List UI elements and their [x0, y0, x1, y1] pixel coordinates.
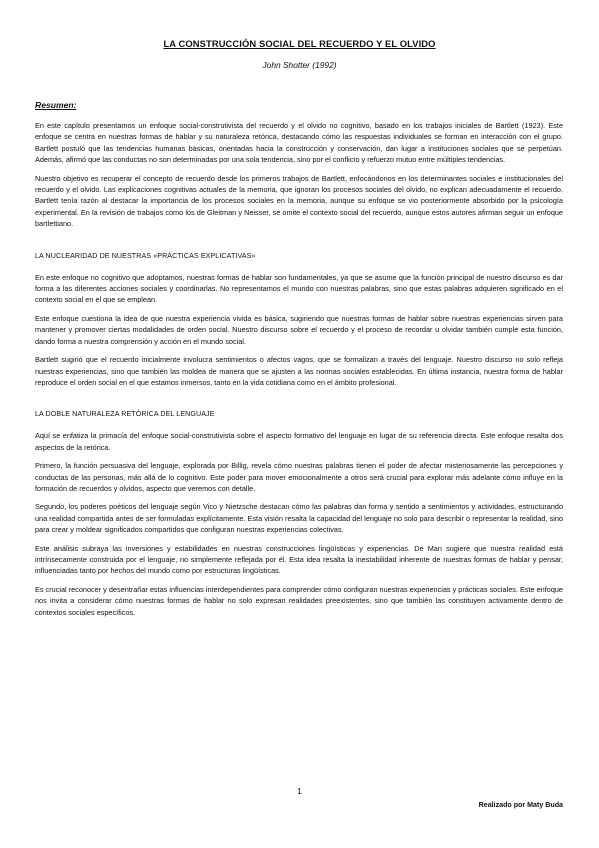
section-heading: LA DOBLE NATURALEZA RETÓRICA DEL LENGUAJE	[35, 410, 215, 419]
page-number: 1	[297, 786, 302, 796]
abstract-heading: Resumen:	[35, 100, 77, 110]
document-body	[35, 100, 563, 618]
section-paragraph: Este enfoque cuestiona la idea de que nuestra experiencia vivida es básica, sugiriendo que nuestras formas de hablar sobre nuestras experiencias sirven para mantener y promover ciertas modalidades de orden social. Nuestro discurso sobre el recuerdo y el proceso de recordar u olvidar también cumple esta función, dando forma a nuestra comprensión y acción en el mundo social.	[35, 313, 563, 346]
section-paragraph: Segundo, los poderes poéticos del lenguaje según Vico y Nietzsche destacan cómo las palabras dan forma y sentido a sentimientos y actividades, estructurando una realidad compartida antes de ser formuladas explícitamente. Esta visión resalta la capacidad del lenguaje no solo para describir o representar la realidad, sino para crear y moldear significados compartidos que configuran nuestras experiencias colectivas.	[35, 502, 563, 535]
section-paragraph: Primero, la función persuasiva del lenguaje, explorada por Billig, revela cómo nuestras palabras tienen el poder de afectar misteriosamente las percepciones y conductas de las personas, más allá de lo cognitivo. Este poder para mover emocionalmente a otros será crucial para explorar más adelante cómo influye en la formación de recuerdos y olvidos, aspecto que veremos con detalle.	[35, 461, 563, 493]
abstract-paragraph: Nuestro objetivo es recuperar el concepto de recuerdo desde los primeros trabajos de Bartlett, enfocándonos en los determinantes sociales e institucionales del recuerdo y el olvido. Las explicaciones cognitivas actuales de la memoria, que ignoran los procesos sociales del olvido, no explican adecuadamente el recuerdo. Bartlett tenía razón al destacar la importancia de los procesos sociales en la memoria, aunque su enfoque se vio posteriormente absorbido por la psicología experimental. En la revisión de trabajos como los de Gleitman y Neisser, se omite el contexto social del recuerdo, aunque estos autores afirman seguir un enfoque bartlettiano.	[35, 173, 563, 229]
document-author: John Shotter (1992)	[262, 60, 337, 70]
section-paragraph: Aquí se enfatiza la primacía del enfoque social-construtivista sobre el aspecto formativo del lenguaje en lugar de su referencia directa. Este enfoque resalta dos aspectos de la retórica.	[35, 431, 563, 452]
section-paragraph: Este análisis subraya las inversiones y estabilidades en nuestras construcciones lingüísticas y experiencias. De Man sugiere que nuestra realidad está intrínsecamente construida por el lenguaje, no simplemente reflejada por él. Esta idea resalta la inestabilidad inherente de nuestras formas de hablar y pensar, influenciadas tanto por hechos del mundo como por estructuras lingüísticas.	[35, 543, 563, 576]
section-paragraph: Bartlett sugirió que el recuerdo inicialmente involucra sentimientos o afectos vagos, que se formalizan a través del lenguaje. Nuestro discurso no solo refleja nuestras experiencias, sino que también las moldea de manera que se ajusten a las normas sociales establecidas. En última instancia, nuestra forma de hablar reproduce el orden social en el que estamos inmersos, tanto en la vida cotidiana como en el ámbito profesional.	[35, 355, 563, 387]
section-paragraph: Es crucial reconocer y desentrañar estas influencias interdependientes para comprender cómo configuran nuestras experiencias y prácticas sociales. Este enfoque nos invita a considerar cómo nuestras formas de hablar no solo expresan realidades preexistentes, sino que también las constituyen activamente dentro de contextos sociales específicos.	[35, 584, 563, 617]
section-heading: LA NUCLEARIDAD DE NUESTRAS «PRÁCTICAS EXPLICATIVAS»	[35, 251, 256, 260]
section-paragraph: En este enfoque no cognitivo que adoptamos, nuestras formas de hablar son fundamentales, ya que se asume que la función principal de nuestro discurso es dar forma a las diferentes acciones sociales y coordinarlas. No representamos el mundo con nuestras palabras, sino que estas palabras adquieren significado en el contexto social en el que se emplean.	[35, 272, 563, 305]
document-title: LA CONSTRUCCIÓN SOCIAL DEL RECUERDO Y EL OLVIDO	[163, 38, 436, 49]
abstract-paragraph: En este capítulo presentamos un enfoque social-construtivista del recuerdo y el olvido no cognitivo, basado en los trabajos iniciales de Bartlett (1923). Este enfoque se centra en nuestras formas de hablar y su naturaleza retórica, destacando cómo las respuestas individuales se forman en interacción con el grupo. Bartlett postuló que las tendencias humanas básicas, orientadas hacia la construcción y conservación, dan lugar a instituciones sociales que se perpetúan. Además, afirmó que las conductas no son determinadas por una sola tendencia, sino por el conflicto y refuerzo mutuo entre múltiples tendencias.	[35, 121, 563, 165]
footer-credit: Realizado por Maty Buda	[478, 801, 563, 809]
